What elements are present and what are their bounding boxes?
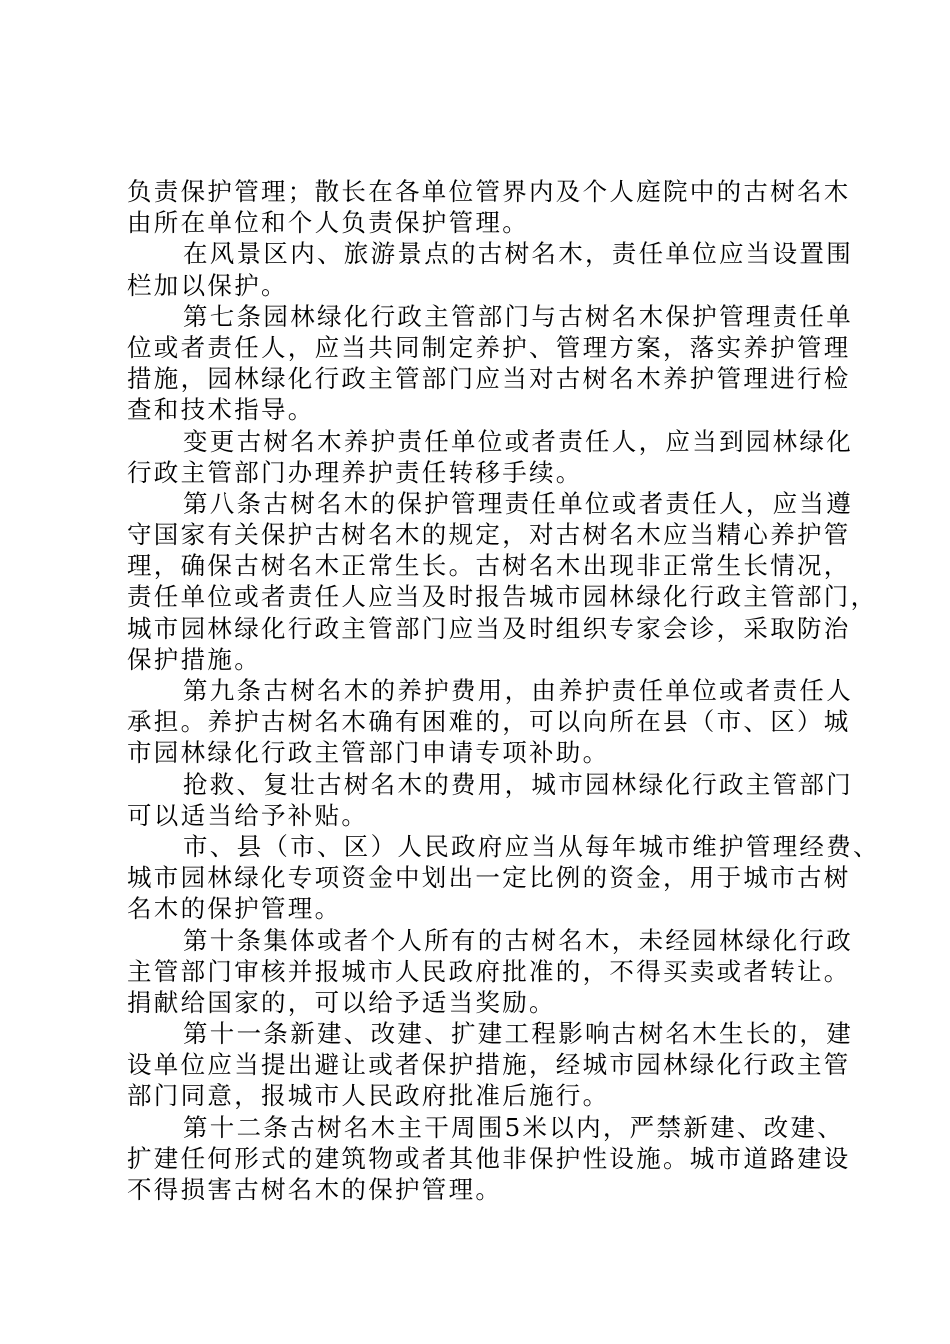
text-line: 部门同意，报城市人民政府批准后施行。 [127, 1081, 610, 1111]
text-line: 可以适当给予补贴。 [127, 800, 369, 830]
text-line: 市、县（市、区）人民政府应当从每年城市维护管理经费、 [183, 831, 880, 861]
text-line: 捐献给国家的，可以给予适当奖励。 [127, 987, 556, 1017]
text-line: 第九条古树名木的养护费用，由养护责任单位或者责任人 [183, 676, 853, 705]
text-line: 理，确保古树名木正常生长。古树名木出现非正常生长情况， [127, 551, 851, 581]
text-line: 措施，园林绿化行政主管部门应当对古树名木养护管理进行检 [127, 364, 851, 394]
text-line: 行政主管部门办理养护责任转移手续。 [127, 457, 583, 487]
text-line: 不得损害古树名木的保护管理。 [127, 1175, 503, 1204]
text-line: 查和技术指导。 [127, 395, 315, 425]
text-line: 位或者责任人，应当共同制定养护、管理方案，落实养护管理 [127, 332, 851, 362]
text-line: 保护措施。 [127, 644, 261, 674]
text-line: 第七条园林绿化行政主管部门与古树名木保护管理责任单 [183, 301, 853, 331]
text-line: 名木的保护管理。 [127, 894, 342, 924]
paragraph [127, 1018, 853, 1112]
text-line: 设单位应当提出避让或者保护措施，经城市园林绿化行政主管 [127, 1050, 851, 1080]
text-line: 负责保护管理；散长在各单位管界内及个人庭院中的古树名木 [127, 177, 851, 206]
text-line: 第十一条新建、改建、扩建工程影响古树名木生长的，建 [183, 1019, 853, 1049]
paragraph [127, 426, 853, 488]
text-line: 城市园林绿化行政主管部门应当及时组织专家会诊，采取防治 [127, 613, 851, 643]
paragraph [127, 1112, 851, 1206]
text-line: 承担。养护古树名木确有困难的，可以向所在县（市、区）城 [127, 707, 851, 737]
text-line: 守国家有关保护古树名木的规定，对古树名木应当精心养护管 [127, 520, 851, 550]
paragraph [127, 301, 853, 426]
paragraph [127, 769, 853, 831]
paragraph [127, 488, 878, 675]
text-line: 第十二条古树名木主干周围5米以内，严禁新建、改建、 [183, 1112, 845, 1142]
paragraph [127, 176, 851, 238]
text-line: 责任单位或者责任人应当及时报告城市园林绿化行政主管部门， [127, 582, 878, 612]
text-line: 变更古树名木养护责任单位或者责任人，应当到园林绿化 [183, 426, 853, 456]
paragraph [127, 238, 853, 300]
text-line: 由所在单位和个人负责保护管理。 [127, 208, 529, 238]
text-line: 扩建任何形式的建筑物或者其他非保护性设施。城市道路建设 [127, 1143, 851, 1173]
text-line: 主管部门审核并报城市人民政府批准的，不得买卖或者转让。 [127, 956, 851, 986]
text-line: 第八条古树名木的保护管理责任单位或者责任人，应当遵 [183, 488, 853, 518]
text-line: 城市园林绿化专项资金中划出一定比例的资金，用于城市古树 [127, 863, 851, 893]
paragraph [127, 675, 853, 769]
text-line: 第十条集体或者个人所有的古树名木，未经园林绿化行政 [183, 925, 853, 955]
text-line: 栏加以保护。 [127, 270, 288, 300]
text-line: 抢救、复壮古树名木的费用，城市园林绿化行政主管部门 [183, 769, 853, 799]
text-line: 在风景区内、旅游景点的古树名木，责任单位应当设置围 [183, 239, 853, 269]
paragraph [127, 925, 853, 1019]
text-line: 市园林绿化行政主管部门申请专项补助。 [127, 738, 610, 768]
paragraph [127, 831, 880, 925]
document-body [127, 176, 880, 1205]
